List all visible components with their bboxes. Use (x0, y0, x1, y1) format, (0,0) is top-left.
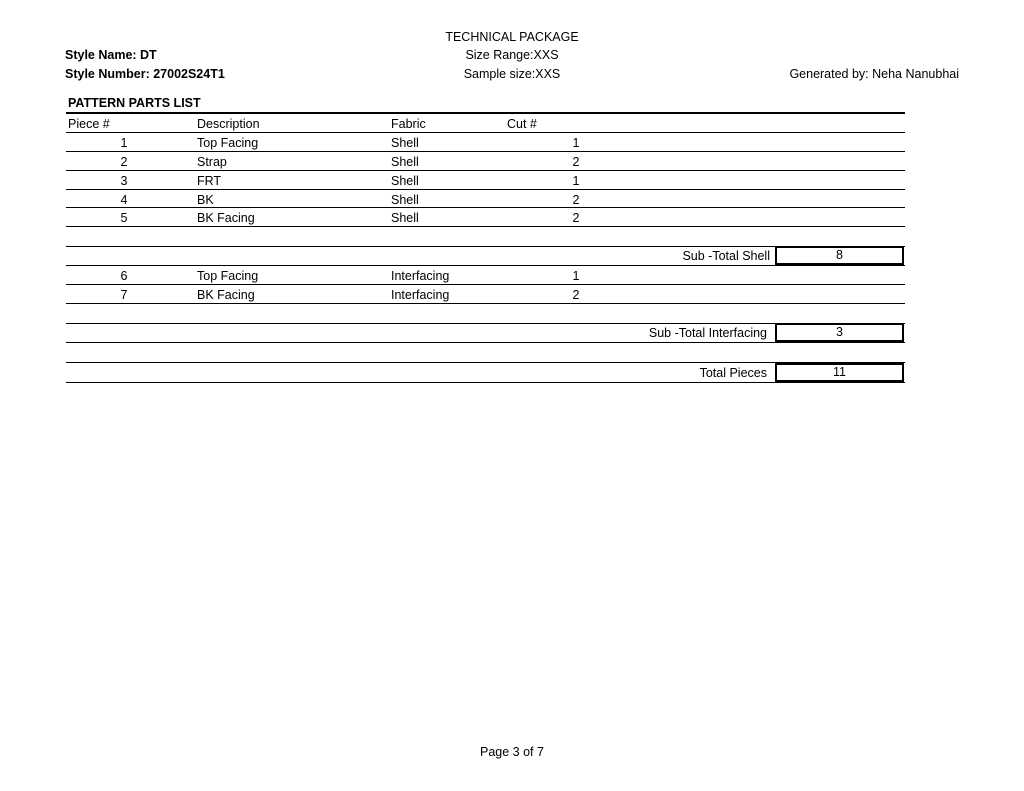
subtotal-shell-value: 8 (775, 246, 904, 265)
row-divider (66, 342, 905, 343)
piece-number: 3 (120, 174, 128, 188)
piece-cut: 1 (572, 136, 580, 150)
column-header-piece: Piece # (68, 117, 110, 131)
section-title: PATTERN PARTS LIST (68, 96, 201, 110)
row-divider (66, 170, 905, 171)
piece-number: 7 (120, 288, 128, 302)
piece-description: Strap (197, 155, 227, 169)
sample-size: Sample size:XXS (463, 67, 561, 81)
piece-description: BK Facing (197, 211, 255, 225)
row-divider (66, 189, 905, 190)
table-bottom-border (66, 382, 905, 383)
piece-description: BK (197, 193, 214, 207)
style-name: Style Name: DT (65, 48, 157, 62)
piece-fabric: Interfacing (391, 288, 450, 302)
row-divider (66, 151, 905, 152)
piece-fabric: Shell (391, 136, 419, 150)
style-number: Style Number: 27002S24T1 (65, 67, 225, 81)
piece-number: 1 (120, 136, 128, 150)
piece-fabric: Shell (391, 174, 419, 188)
row-divider (66, 132, 905, 133)
document-title: TECHNICAL PACKAGE (445, 30, 579, 44)
subtotal-interfacing-value: 3 (775, 323, 904, 342)
generated-by: Generated by: Neha Nanubhai (789, 67, 959, 81)
piece-fabric: Shell (391, 193, 419, 207)
subtotal-shell-label: Sub -Total Shell (682, 249, 770, 263)
row-divider (66, 284, 905, 285)
row-divider (66, 265, 905, 266)
piece-fabric: Interfacing (391, 269, 450, 283)
piece-number: 2 (120, 155, 128, 169)
table-top-border (66, 112, 905, 114)
piece-description: BK Facing (197, 288, 255, 302)
piece-description: FRT (197, 174, 222, 188)
piece-fabric: Shell (391, 155, 419, 169)
row-divider (66, 226, 905, 227)
total-pieces-label: Total Pieces (699, 366, 767, 380)
piece-cut: 1 (572, 174, 580, 188)
piece-cut: 2 (572, 193, 580, 207)
piece-cut: 2 (572, 155, 580, 169)
piece-cut: 2 (572, 288, 580, 302)
piece-number: 6 (120, 269, 128, 283)
column-header-description: Description (197, 117, 260, 131)
piece-number: 5 (120, 211, 128, 225)
piece-cut: 1 (572, 269, 580, 283)
page-number: Page 3 of 7 (480, 745, 544, 759)
subtotal-interfacing-label: Sub -Total Interfacing (648, 326, 767, 340)
size-range: Size Range:XXS (465, 48, 559, 62)
column-header-cut: Cut # (507, 117, 537, 131)
total-pieces-value: 11 (775, 363, 904, 382)
column-header-fabric: Fabric (391, 117, 426, 131)
piece-fabric: Shell (391, 211, 419, 225)
row-divider (66, 303, 905, 304)
piece-cut: 2 (572, 211, 580, 225)
piece-description: Top Facing (197, 136, 259, 150)
piece-description: Top Facing (197, 269, 259, 283)
piece-number: 4 (120, 193, 128, 207)
row-divider (66, 207, 905, 208)
